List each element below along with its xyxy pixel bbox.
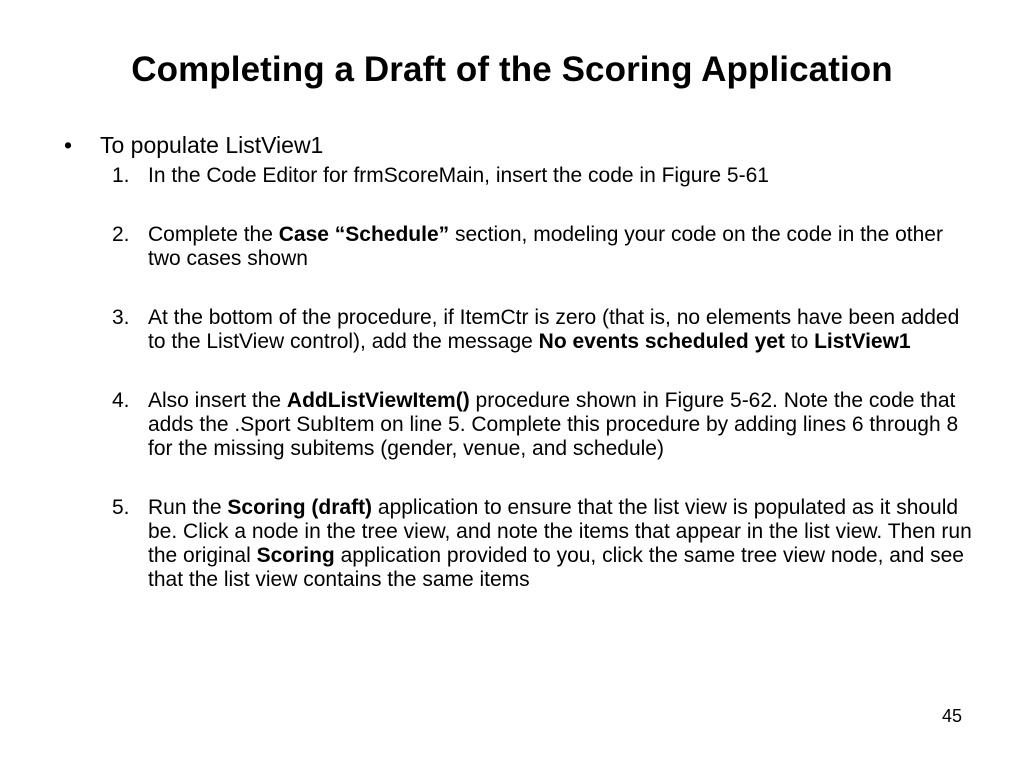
step-number: 4. — [112, 389, 130, 412]
step-text: to — [784, 330, 815, 353]
step-text: In the Code Editor for frmScoreMain, insert the code in Figure 5-61 — [148, 164, 769, 187]
page-number: 45 — [941, 706, 962, 726]
bullet-dot: • — [64, 132, 73, 158]
step-emphasis: Scoring — [256, 544, 335, 567]
step-text: Run the — [148, 496, 228, 519]
step-text: section, modeling your code on the code in the other two cases shown — [148, 223, 943, 270]
step-emphasis: AddListViewItem() — [286, 389, 470, 412]
step-emphasis: Case “Schedule” — [278, 223, 450, 246]
step-text: application to ensure that the list view is populated as it should be. Click a node in the tree view, and note the items that appear in the list view. Then run the original — [148, 496, 972, 567]
bullet-text: To populate ListView1 — [100, 132, 324, 158]
step-number: 1. — [112, 164, 130, 187]
step-text: Also insert the — [148, 389, 287, 412]
step-number: 5. — [112, 496, 130, 519]
bullet-item — [64, 130, 323, 160]
step-item-3 — [112, 306, 972, 354]
step-item-1 — [112, 164, 972, 188]
step-item-5 — [112, 496, 972, 592]
steps-list — [112, 164, 972, 627]
slide-title: Completing a Draft of the Scoring Application — [131, 50, 893, 89]
step-number: 2. — [112, 223, 130, 246]
step-emphasis: ListView1 — [814, 330, 911, 353]
step-text: application provided to you, click the same tree view node, and see that the list view contains the same items — [148, 544, 964, 591]
step-text: procedure shown in Figure 5-62. Note the code that adds the .Sport SubItem on line 5. Complete this procedure by adding lines 6 through 8 for the missing subitems (gender, venue, and schedule) — [148, 389, 959, 460]
step-emphasis: No events scheduled yet — [538, 330, 785, 353]
step-item-2 — [112, 223, 972, 271]
step-text: At the bottom of the procedure, if ItemCtr is zero (that is, no elements have been added to the ListView control), add the message — [148, 306, 960, 353]
step-item-4 — [112, 389, 972, 461]
step-number: 3. — [112, 306, 130, 329]
step-text: Complete the — [148, 223, 279, 246]
step-emphasis: Scoring (draft) — [227, 496, 373, 519]
